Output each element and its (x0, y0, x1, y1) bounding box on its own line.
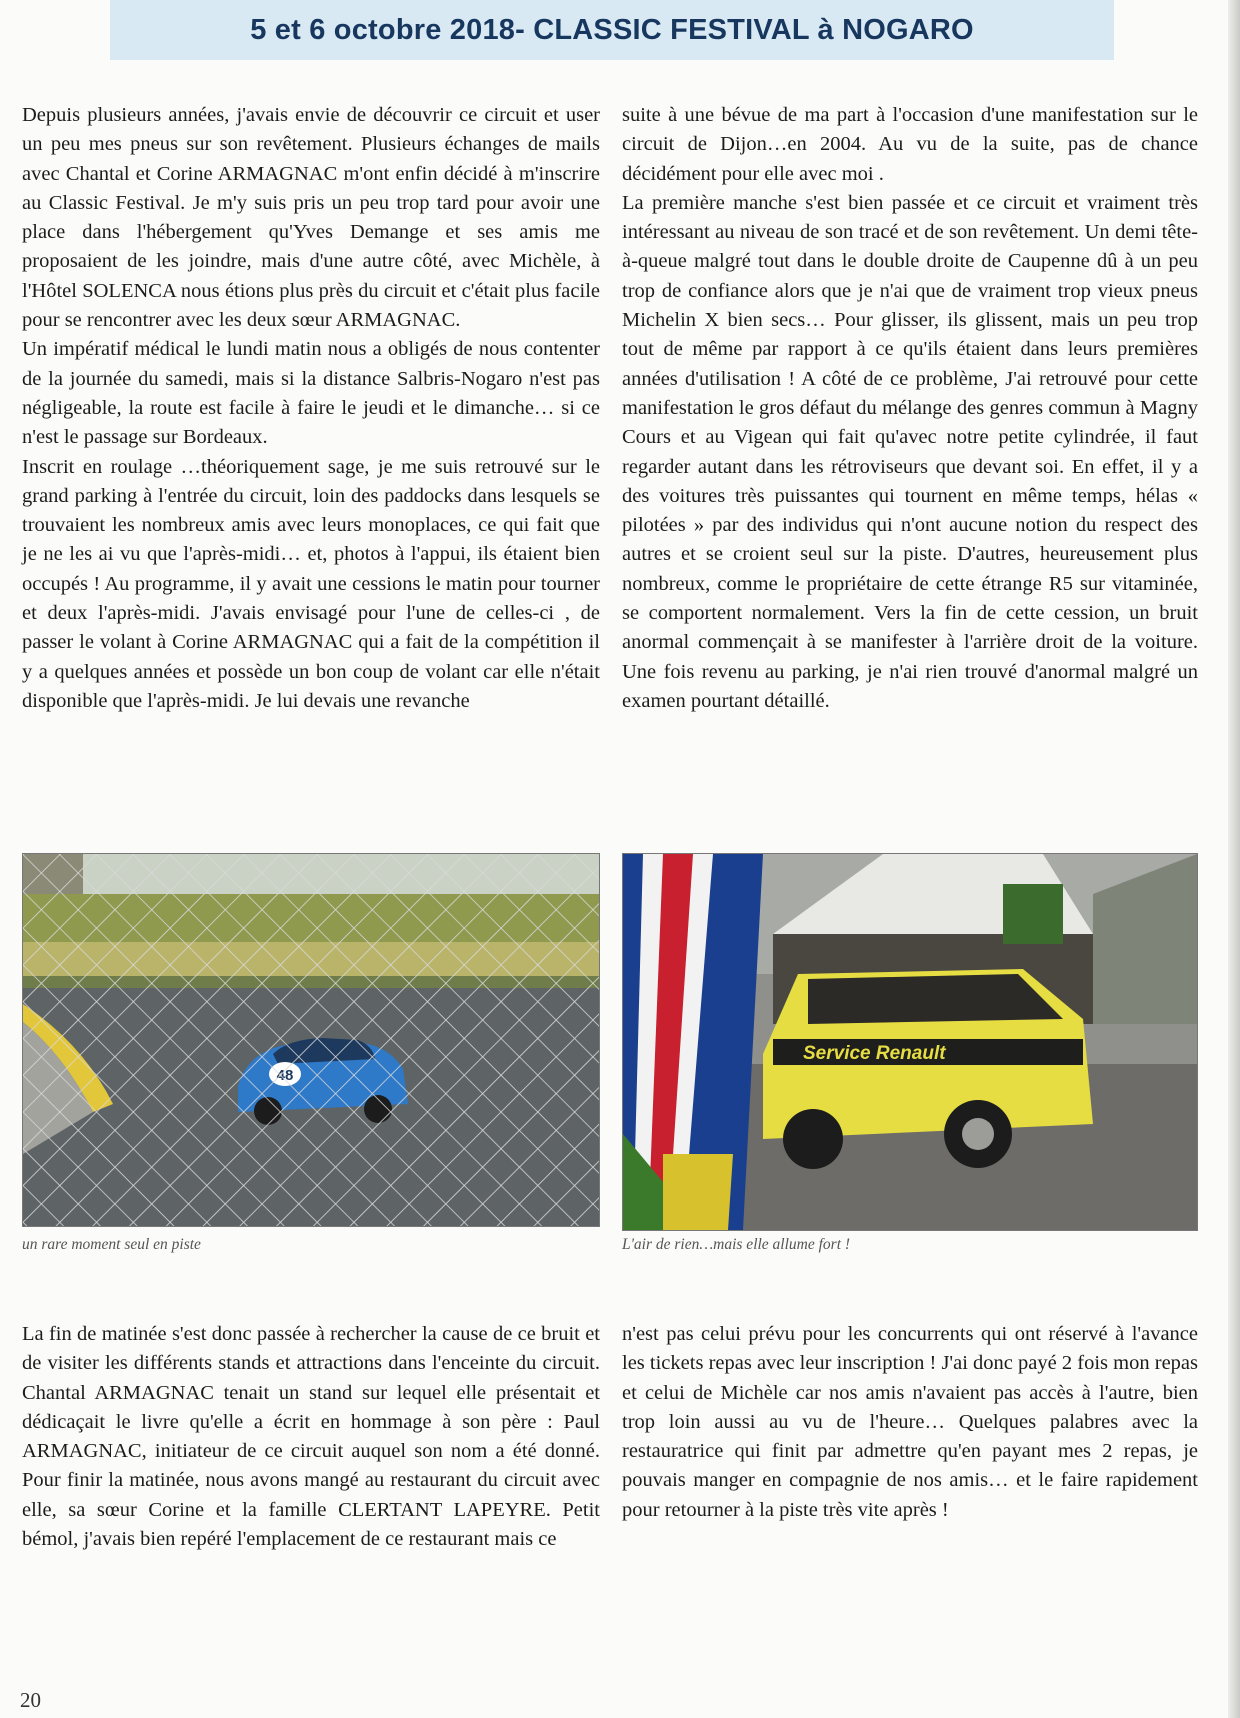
article-column-2 (622, 101, 1198, 716)
photo-caption: L'air de rien…mais elle allume fort ! (622, 1236, 851, 1253)
title-banner (110, 0, 1114, 60)
page-number: 20 (20, 1688, 41, 1712)
photo-blue-racecar-image (23, 854, 599, 1226)
car-lettering: Service Renault (803, 1043, 946, 1064)
paragraph: La fin de matinée s'est donc passée à rechercher la cause de ce bruit et de visiter les différents stands et attractions dans l'enceinte du circuit. Chantal ARMAGNAC tenait un stand sur lequel elle présentait et dédicaçait le livre qu'elle a écrit en hommage à son père : Paul ARMAGNAC, initiateur de ce circuit auquel son nom a été donné. Pour finir la matinée, nous avons mangé au restaurant du circuit avec elle, sa sœur Corine et la famille CLERTANT LAPEYRE. Petit bémol, j'avais bien repéré l'emplacement de ce restaurant mais ce (22, 1323, 600, 1551)
paragraph: Un impératif médical le lundi matin nous a obligés de nous contenter de la journée du samedi, mais si la distance Salbris-Nogaro n'est pas négligeable, la route est facile à faire le jeudi et le dimanche… si ce n'est le passage sur Bordeaux. (22, 338, 600, 449)
paragraph: Inscrit en roulage …théoriquement sage, je me suis retrouvé sur le grand parking à l'entrée du circuit, loin des paddocks dans lesquels se trouvaient les nombreux amis avec leurs monoplaces, ce qui fait que je ne les ai vu que l'après-midi… et, photos à l'appui, ils étaient bien occupés ! Au programme, il y avait une cessions le matin pour tourner et deux l'après-midi. J'avais envisagé pour l'une de celles-ci , de passer le volant à Corine ARMAGNAC qui a fait de la compétition il y a quelques années et possède un bon coup de volant car elle n'était disponible que l'après-midi. Je lui devais une revanche (22, 455, 600, 712)
paragraph: Depuis plusieurs années, j'avais envie de découvrir ce circuit et user un peu mes pneus sur son revêtement. Plusieurs échanges de mails avec Chantal et Corine ARMAGNAC m'ont enfin décidé à m'inscrire au Classic Festival. Je m'y suis pris un peu trop tard pour avoir une place dans l'hébergement qu'Yves Demange et ses amis me proposaient de les joindre, mais d'une autre côté, avec Michèle, à l'Hôtel SOLENCA nous étions plus près du circuit et c'était plus facile pour se rencontrer avec les deux sœur ARMAGNAC. (22, 104, 600, 332)
article-column-1 (22, 101, 600, 716)
article-column-3 (22, 1320, 600, 1554)
paragraph: suite à une bévue de ma part à l'occasion d'une manifestation sur le circuit de Dijon…en 2004. Au vu de la suite, pas de chance décidément pour elle avec moi . (622, 104, 1198, 185)
photo-yellow-r5 (622, 853, 1198, 1231)
british-flag (623, 854, 763, 1230)
paragraph: n'est pas celui prévu pour les concurrents qui ont réservé à l'avance les tickets repas avec leur inscription ! J'ai donc payé 2 fois mon repas et celui de Michèle car nos amis n'avaient pas accès à l'autre, bien trop loin aussi au vu de l'heure… Quelques palabres avec la restauratrice qui finit par admettre qu'en payant mes 2 repas, je pouvais manger en compagnie de nos amis… et le faire rapidement pour retourner à la piste très vite après ! (622, 1323, 1198, 1521)
article-column-4 (622, 1320, 1198, 1525)
photo-blue-racecar (22, 853, 600, 1227)
photo-yellow-r5-image (623, 854, 1197, 1230)
paragraph: La première manche s'est bien passée et ce circuit et vraiment très intéressant au niveau de son tracé et de son revêtement. Un demi tête-à-queue malgré tout dans le double droite de Caupenne dû à un peu trop de confiance alors que je n'ai que de vraiment trop vieux pneus Michelin X bien secs… Pour glisser, ils glissent, mais un peu trop tout de même par rapport à ce qu'ils étaient dans leurs premières années d'utilisation ! A côté de ce problème, J'ai retrouvé pour cette manifestation le gros défaut du mélange des genres commun à Magny Cours et au Vigean qui fait qu'avec notre petite cylindrée, il faut regarder autant dans les rétroviseurs que devant soi. En effet, il y a des voitures très puissantes qui tournent en même temps, hélas « pilotées » par des individus qui n'ont aucune notion du respect des autres et se croient seul sur la piste. D'autres, heureusement plus nombreux, comme le propriétaire de cette étrange R5 sur vitaminée, se comportent normalement. Vers la fin de cette cession, un bruit anormal commençait à se manifester à l'arrière droit de la voiture. Une fois revenu au parking, je n'ai rien trouvé d'anormal malgré un examen pourtant détaillé. (622, 191, 1198, 712)
page-edge-shadow (1228, 0, 1240, 1718)
page-title: 5 et 6 octobre 2018- CLASSIC FESTIVAL à NOGARO (250, 13, 974, 46)
photo-caption: un rare moment seul en piste (22, 1236, 201, 1253)
